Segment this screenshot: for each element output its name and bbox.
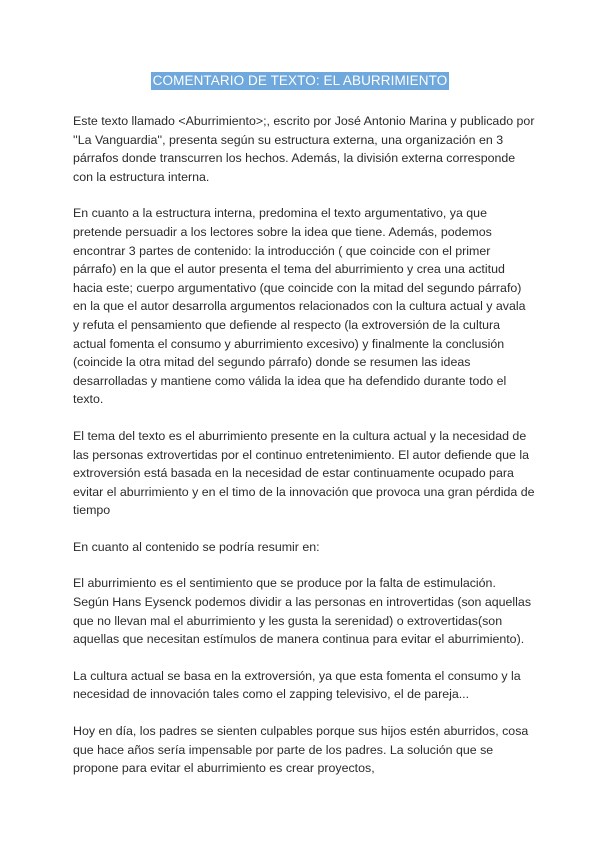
- document-body: [73, 112, 535, 796]
- title-container: [0, 72, 600, 90]
- document-title: COMENTARIO DE TEXTO: EL ABURRIMIENTO: [152, 73, 448, 88]
- paragraph-parents: Hoy en día, los padres se sienten culpables porque sus hijos estén aburridos, cosa que hace años sería impensable por parte de los padres. La solución que se propone para evitar el aburrimiento es crear proyectos,: [73, 724, 529, 776]
- paragraph-content-intro: En cuanto al contenido se podría resumir en:: [73, 539, 320, 554]
- paragraph-structure-external: Este texto llamado <Aburrimiento>;, escrito por José Antonio Marina y publicado por ''La Vanguardia'', presenta según su estructura externa, una organización en 3 párrafos donde transcurren los hechos. Además, la división externa corresponde con la estructura interna.: [73, 114, 535, 184]
- paragraph-boredom-definition: El aburrimiento es el sentimiento que se produce por la falta de estimulación. Según Hans Eysenck podemos dividir a las personas en introvertidas (son aquellas que no llevan mal el aburrimiento y les gusta la serenidad) o extrovertidas(son aquellas que necesitan estímulos de manera continua para evitar el aburrimiento).: [73, 576, 532, 647]
- paragraph-theme: El tema del texto es el aburrimiento presente en la cultura actual y la necesidad de las personas extrovertidas por el continuo entretenimiento. El autor defiende que la extroversión está basada en la necesidad de estar continuamente ocupado para evitar el aburrimiento y en el timo de la innovación que provoca una gran pérdida de tiempo: [73, 428, 535, 518]
- paragraph-culture: La cultura actual se basa en la extroversión, ya que esta fomenta el consumo y la necesidad de innovación tales como el zapping televisivo, el de pareja...: [73, 668, 521, 702]
- paragraph-structure-internal: En cuanto a la estructura interna, predomina el texto argumentativo, ya que pretende persuadir a los lectores sobre la idea que tiene. Además, podemos encontrar 3 partes de contenido: la introducción ( que coincide con el primer párrafo) en la que el autor presenta el tema del aburrimiento y crea una actitud hacia este; cuerpo argumentativo (que coincide con la mitad del segundo párrafo) en la que el autor desarrolla argumentos relacionados con la cultura actual y avala y refuta el pensamiento que defiende al respecto (la extroversión de la cultura actual fomenta el consumo y aburrimiento excesivo) y finalmente la conclusión (coincide la otra mitad del segundo párrafo) donde se resumen las ideas desarrolladas y mantiene como válida la idea que ha defendido durante todo el texto.: [73, 206, 526, 407]
